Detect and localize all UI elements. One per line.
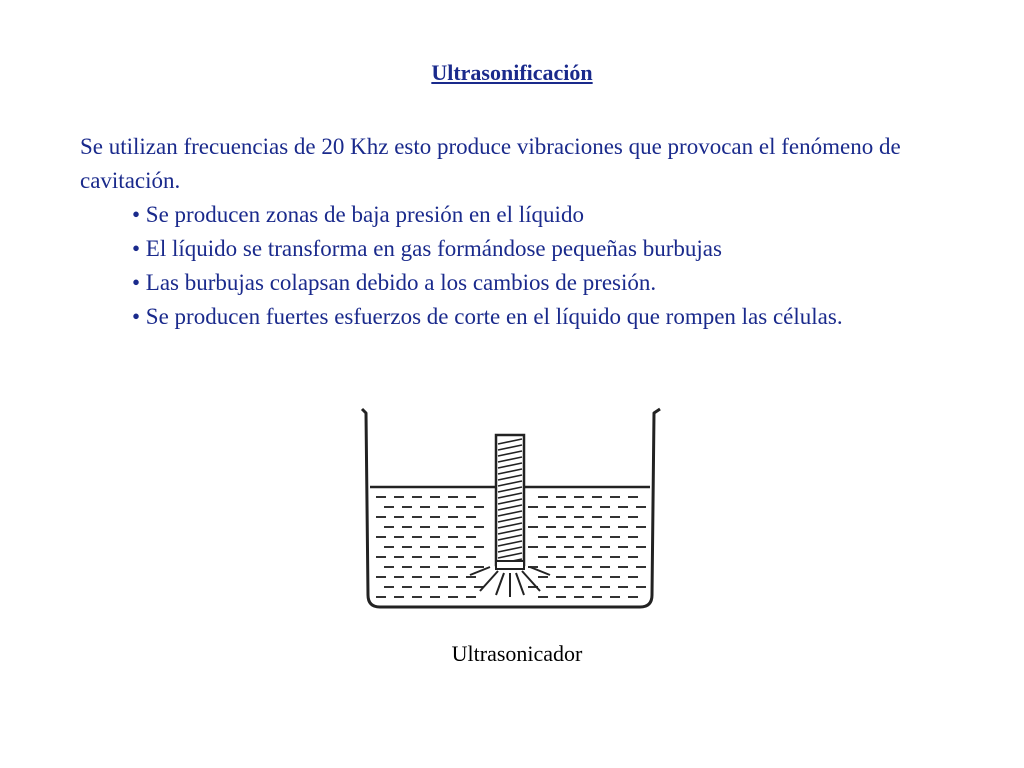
bullet-item: • El líquido se transforma en gas formándose pequeñas burbujas bbox=[132, 236, 722, 261]
bullet-item: • Se producen fuertes esfuerzos de corte en el líquido que rompen las células. bbox=[132, 304, 843, 329]
ultrasonic-probe bbox=[496, 435, 524, 569]
ultrasonicator-drawing bbox=[340, 395, 680, 620]
slide-title: Ultrasonificación bbox=[431, 60, 593, 85]
bullet-item: • Las burbujas colapsan debido a los cambios de presión. bbox=[132, 270, 657, 295]
intro-paragraph: Se utilizan frecuencias de 20 Khz esto produce vibraciones que provocan el fenómeno de cavitación. bbox=[80, 134, 901, 193]
cavitation-rays bbox=[470, 567, 550, 597]
bullet-list bbox=[132, 198, 948, 334]
ultrasonicator-illustration bbox=[340, 395, 680, 620]
bullet-item: • Se producen zonas de baja presión en el líquido bbox=[132, 202, 584, 227]
figure-caption: Ultrasonicador bbox=[451, 641, 583, 666]
